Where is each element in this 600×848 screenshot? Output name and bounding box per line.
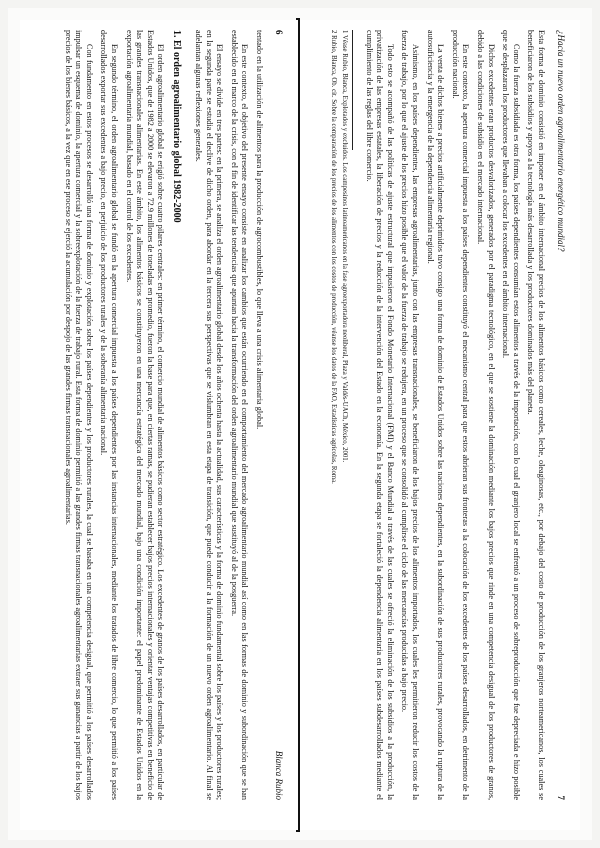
left-paragraph: En este contexto, el objetivo del presente ensayo consiste en analizar los cambios que están ocurriendo en el comportamiento del mercado agroalimentario mundial así como en las formas de dominio y subordinación que se han establecido en el marco de la crisis, con el fin de identificar las tendencias que apuntan hacia la transformación del orden agroalimentario mundial que sustituyó al de la posguerra. — [229, 30, 250, 800]
left-page — [20, 20, 298, 830]
section-paragraph: Con fundamento en estos procesos se desarrolló una forma de dominio y explotación sobre los países dependientes y los productores rurales, la cual se basaba en una competencia desigual, que permitió a los países desarrollados impulsar un esquema de dominio, la apertura comercial y la sobreexplotación de la fuerza de trabajo rural. Esta forma de dominio permitió a las grandes firmas transnacionales agroalimentarias extraer sus ganancias a partir de los bajos precios de los bienes básicos, a la vez que en ese proceso se ejerció la acumulación por despojo de las grandes firmas transnacionales agroalimentarias. — [63, 30, 94, 800]
right-paragraph: Esta forma de dominio consistió en imponer en el ámbito internacional precios de los alimentos básicos como cereales, leche, oleaginosas, etc., por debajo del costo de producción de los granjeros norteamericanos, los cuales se beneficiaron de los subsidios y apoyos a la tecnología más desarrollada y los productores dominados más del planeta. — [526, 30, 546, 800]
left-running-header: Blanca Rubio — [274, 750, 284, 800]
right-paragraph: Todo esto se acompañó de las políticas de ajuste estructural que impusieron el Fondo Monetario Internacional (FMI) y el Banco Mundial a través de las cuales se ofreció la eliminación de los subsidios a la producción, la privatización de las empresas estatales, la liberación de precios y la reducción de la intervención del Estado en la economía. En la segunda etapa se fortaleció la dependencia alimentaria en los países subdesarrollados mediante el cumplimiento de las reglas del libre comercio. — [364, 30, 395, 800]
right-paragraph: Como la fuerza subsidiada es otra forma, los países dependientes consumían estos alimentos a través de la importación, con lo cual el granjero local se enfrentó a un proceso de sobreproducción que fue depreciada e hizo posible que se desplazaran los productores que llevaban a colocar los excedentes en el ámbito internacional. — [501, 30, 521, 800]
right-page — [300, 20, 580, 830]
left-paragraph: tentado en la utilización de alimentos para la producción de agrocombustibles, lo que lleva a una crisis alimentaria global. — [255, 30, 264, 430]
right-paragraph: Asimismo, en los países dependientes, las empresas agroalimentarias, junto con las empresas transnacionales, se beneficiaron de los bajos precios de los alimentos importados, los cuales les permitieron reducir los costos de la fuerza de trabajo, por lo que el ajuste de los precios hizo posible que el valor de la fuerza de trabajo se redujera, en un proceso que se consolidó al cumplirse el ciclo de las mercancías producidas a bajo precio. — [400, 30, 421, 800]
left-page-header — [274, 30, 284, 800]
right-paragraph: Dichos excedentes eran productos desvalorizados, generados por el paradigma tecnológico, en el que se sostiene la dominación mediante los bajos precios que rinde en una competencia desigual de los productores de granos, debido a las condiciones de subsidio en el mercado internacional. — [476, 30, 496, 800]
section-paragraph: En segundo término, el orden agroalimentario global se fundó en la apertura comercial impuesta a los países dependientes por las instancias internacionales, mediante los tratados de libre comercio, lo que permitió a los países desarrollados exportar sus excedentes a bajo precio, en perjuicio de los productores rurales y de la soberanía alimentaria nacional. — [99, 30, 120, 800]
right-page-number: 7 — [556, 795, 566, 800]
left-page-number: 6 — [274, 30, 284, 35]
footnote: 2 Rubio, Blanca, Ob. cit. Sobre la comparación de los precios de los alimentos con los costos de producción, véanse los datos de la FAO, Estadísticas agrícolas, Roma. — [330, 30, 338, 484]
footnote: 1 Véase Rubio, Blanca, Explotados y excluidos. Los campesinos latinoamericanos en la fase agroexportadora neoliberal, Plaza y Valdés-UACh, México, 2001. — [341, 30, 349, 463]
right-paragraph: En este contexto, la apertura comercial impuesta a los países dependientes constituyó el mecanismo central para que estos abrieran sus fronteras a la colocación de los excedentes de los países desarrollados, en detrimento de la producción nacional. — [450, 30, 471, 800]
right-paragraph: La venta de dichos bienes a precios artificialmente deprimidos tuvo consigo una forma de dominio de Estados Unidos sobre las naciones dependientes, en la subordinación de sus productores rurales, provocando la ruptura de la autosuficiencia y la emergencia de la dependencia alimentaria regional. — [425, 30, 446, 800]
left-page-rotated-content — [20, 20, 298, 810]
section-paragraph: El orden agroalimentario global se erigió sobre cuatro pilares centrales: en primer término, el comercio mundial de alimentos básicos como sector estratégico. Los excedentes de granos de los países desarrollados, en particular de Estados Unidos, que de 1982 a 2000 se elevaron a 72.9 millones de toneladas en promedio, fueron la base para que, en ciertas ramas, se pudieran establecer bajos precios internacionales y orientar ventajas competitivas en beneficio de las grandes transnacionales alimentarias. En este ámbito, los alimentos básicos se constituyeron en una mercancía estratégica del mercado mundial, bajo una condición importante: el papel predominante de Estados Unidos en la exportación agroalimentaria mundial, basado en el control de los excedentes. — [124, 30, 166, 800]
footnote-rule — [352, 30, 353, 150]
right-page-rotated-content — [300, 20, 580, 810]
left-paragraph: El ensayo se divide en tres partes: en la primera, se analiza el orden agroalimentario global desde los años ochenta hasta la actualidad, sus características y la forma de dominio fundamental sobre los países y los productores rurales; en la segunda parte se estudia el declive de dicho orden, para abordar en la tercera sus perspectivas que se vislumbran en esta etapa de transición, que puede conducir a la formación de un nuevo orden agroalimentario. Al final se adelantan algunas reflexiones generales. — [194, 30, 225, 800]
right-page-header — [556, 30, 566, 800]
right-running-header: ¿Hacia un nuevo orden agroalimentario energético mundial? — [556, 30, 566, 252]
section-heading: 1. El orden agroalimentario global 1982-2000 — [171, 30, 183, 223]
